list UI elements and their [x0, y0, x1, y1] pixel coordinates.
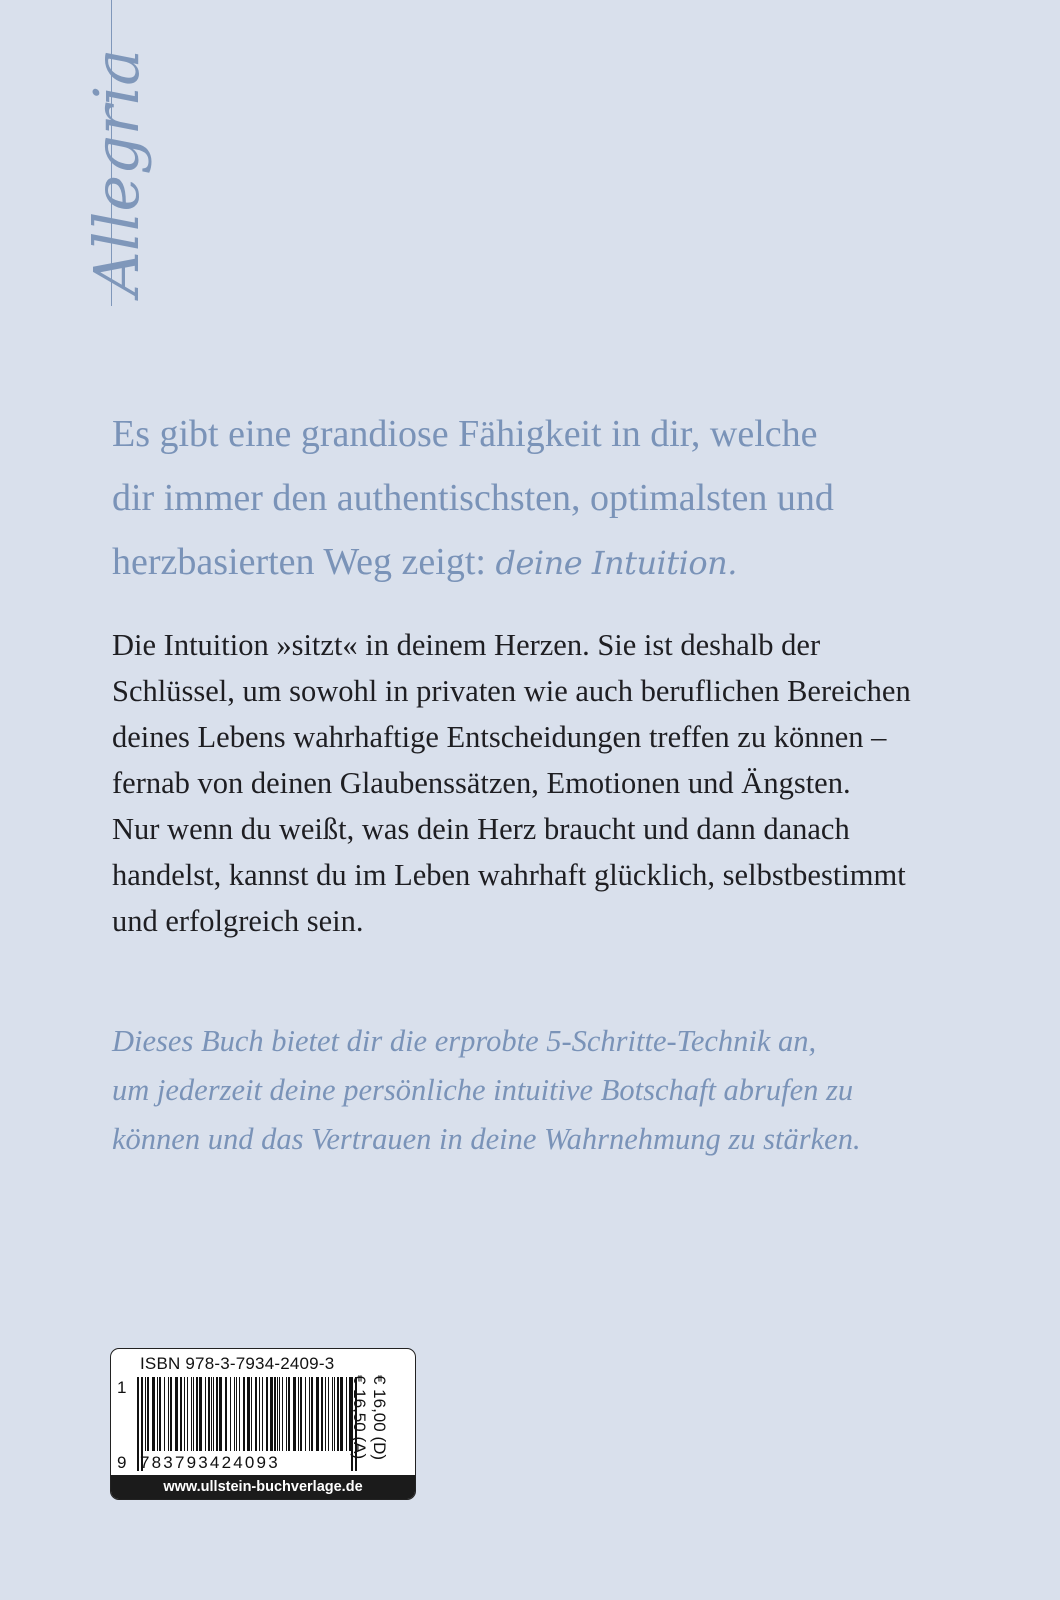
promo-text — [112, 1017, 1012, 1164]
barcode-bar — [321, 1377, 323, 1451]
barcode-bar — [164, 1377, 165, 1451]
barcode-bar — [239, 1377, 240, 1451]
barcode-bar — [288, 1377, 290, 1451]
tagline — [112, 402, 1012, 595]
barcode-bar — [175, 1377, 178, 1451]
brand-logo — [0, 0, 200, 320]
body-line: fernab von deinen Glaubenssätzen, Emotionen und Ängsten. — [112, 766, 851, 800]
barcode-bar — [234, 1377, 235, 1451]
barcode-bar — [225, 1377, 227, 1451]
barcode-bar — [243, 1377, 245, 1451]
body-line: Nur wenn du weißt, was dein Herz braucht und dann danach — [112, 812, 850, 846]
barcode-top-digit: 1 — [117, 1378, 127, 1397]
barcode-bar — [159, 1377, 161, 1451]
barcode-box — [110, 1348, 416, 1500]
price-austria: € 16,50 (A) — [350, 1375, 369, 1460]
barcode-bar — [216, 1377, 218, 1451]
body-line: handelst, kannst du im Leben wahrhaft glücklich, selbstbestimmt — [112, 858, 906, 892]
tagline-line-1: Es gibt eine grandiose Fähigkeit in dir, welche — [112, 413, 818, 455]
promo-line: können und das Vertrauen in deine Wahrnehmung zu stärken. — [112, 1122, 861, 1156]
body-line: Die Intuition »sitzt« in deinem Herzen. Sie ist deshalb der — [112, 628, 821, 662]
barcode-bar — [328, 1377, 329, 1451]
barcode-bar — [145, 1377, 146, 1451]
barcode-bar — [196, 1377, 198, 1451]
barcode-bar — [346, 1377, 347, 1451]
price-germany: € 16,00 (D) — [370, 1375, 389, 1461]
barcode-bar — [180, 1377, 182, 1451]
barcode-bar — [259, 1377, 260, 1451]
barcode-bar — [293, 1377, 296, 1451]
barcode-bar — [147, 1377, 149, 1451]
promo-line: Dieses Buch bietet dir die erprobte 5-Schritte-Technik an, — [112, 1024, 817, 1058]
barcode-bar — [255, 1377, 257, 1451]
isbn-label: ISBN 978-3-7934-2409-3 — [140, 1354, 335, 1373]
barcode-bar — [137, 1377, 139, 1471]
barcode-bar — [316, 1377, 319, 1451]
brand-logo-text: Allegria — [80, 48, 153, 296]
barcode-bar — [187, 1377, 188, 1451]
barcode-bar — [270, 1377, 273, 1451]
barcode-bar — [168, 1377, 169, 1451]
barcode-bar — [311, 1377, 313, 1451]
barcode-bar — [247, 1377, 250, 1451]
barcode-bar — [279, 1377, 280, 1451]
price-block — [350, 1375, 415, 1475]
barcode-bar — [213, 1377, 214, 1451]
barcode-bar — [286, 1377, 287, 1451]
barcode-bar — [208, 1377, 210, 1451]
tagline-script-highlight: deine Intuition. — [495, 544, 737, 582]
barcode-bar — [332, 1377, 333, 1451]
barcode-bar — [262, 1377, 263, 1451]
barcode-bar — [274, 1377, 276, 1451]
barcode-lead-digit: 9 — [117, 1453, 127, 1472]
barcode-bar — [305, 1377, 306, 1451]
barcode-bar — [211, 1377, 212, 1451]
barcode-bar — [266, 1377, 268, 1451]
tagline-line-3 — [112, 530, 1012, 595]
body-line: deines Lebens wahrhaftige Entscheidungen treffen zu können – — [112, 720, 887, 754]
barcode-bar — [193, 1377, 194, 1451]
tagline-line-2: dir immer den authentischsten, optimalsten und — [112, 477, 834, 519]
barcode-bar — [219, 1377, 222, 1451]
barcode-bar — [205, 1377, 206, 1451]
barcode-digits: 783793424093 — [140, 1453, 280, 1472]
barcode-bar — [170, 1377, 172, 1451]
barcode-bar — [282, 1377, 283, 1451]
barcode-bar — [337, 1377, 339, 1451]
promo-line: um jederzeit deine persönliche intuitive Botschaft abrufen zu — [112, 1073, 854, 1107]
barcode-bar — [298, 1377, 299, 1451]
barcode-bar — [277, 1377, 278, 1451]
barcode-bar — [191, 1377, 192, 1451]
barcode-bar — [152, 1377, 155, 1451]
barcode-bar — [340, 1377, 343, 1451]
barcode-bar — [199, 1377, 202, 1451]
barcode-bar — [334, 1377, 335, 1451]
publisher-website: www.ullstein-buchverlage.de — [111, 1475, 415, 1499]
barcode-bar — [325, 1377, 326, 1451]
body-text — [112, 622, 992, 944]
barcode-bar — [184, 1377, 185, 1451]
barcode-bar — [230, 1377, 231, 1451]
tagline-line-3-prefix: herzbasierten Weg zeigt: — [112, 541, 496, 583]
barcode-bar — [309, 1377, 310, 1451]
body-line: und erfolgreich sein. — [112, 904, 364, 938]
body-line: Schlüssel, um sowohl in privaten wie auch beruflichen Bereichen — [112, 674, 911, 708]
barcode-bar — [251, 1377, 252, 1451]
barcode-bar — [236, 1377, 237, 1451]
barcode-bar — [300, 1377, 302, 1451]
barcode-bar — [157, 1377, 158, 1451]
